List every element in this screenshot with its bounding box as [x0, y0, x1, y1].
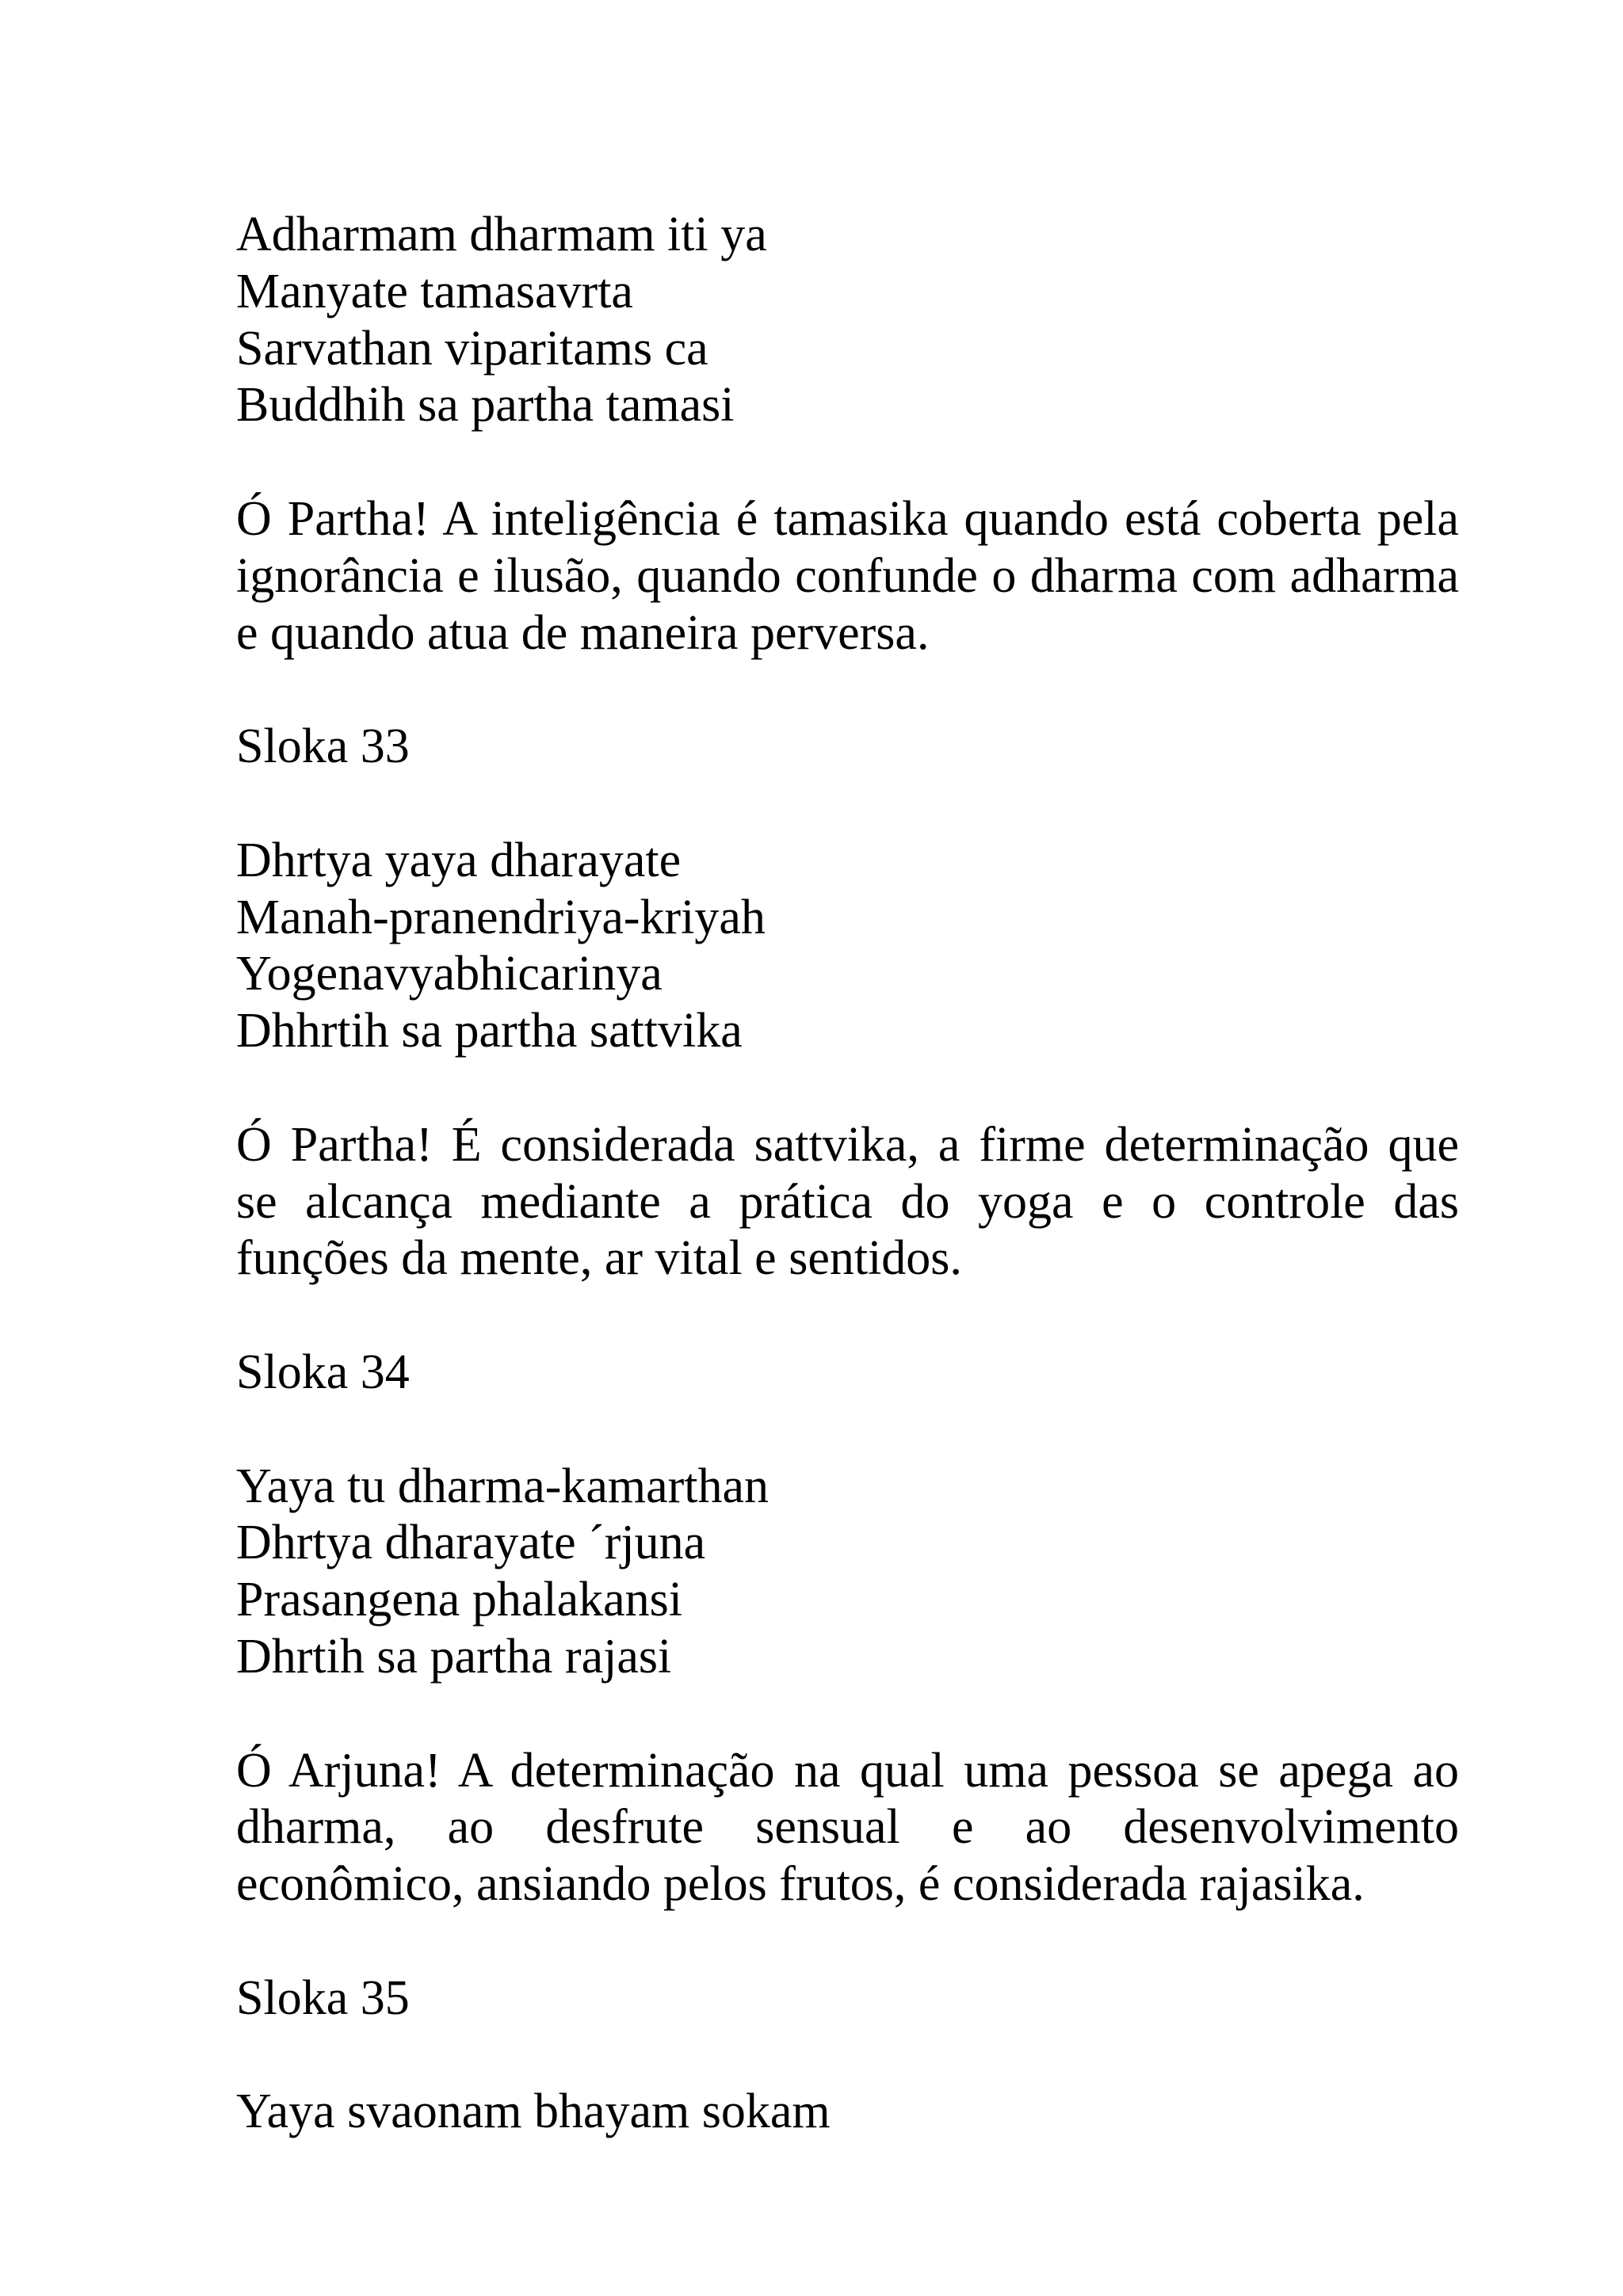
translation-line: econômico, ansiando pelos frutos, é considerada rajasika.: [236, 1857, 1365, 1912]
translation-paragraph: [236, 1117, 1459, 1287]
document-page: [236, 207, 1459, 2198]
verse-block: [236, 2084, 1459, 2141]
verse-line: Buddhih sa partha tamasi: [236, 378, 735, 433]
translation-line: Ó Arjuna! A determinação na qual uma pessoa se apega ao: [236, 1743, 1459, 1798]
sloka-section: [236, 207, 1459, 662]
verse-line: Yogenavyabhicarinya: [236, 947, 663, 1001]
sloka-heading: Sloka 34: [236, 1344, 410, 1399]
sloka-heading: Sloka 35: [236, 1970, 410, 2025]
translation-line: Ó Partha! A inteligência é tamasika quando está coberta pela: [236, 491, 1459, 546]
sloka-heading: Sloka 33: [236, 719, 410, 774]
sloka-section: [236, 1344, 1459, 1913]
verse-line: Manah-pranendriya-kriyah: [236, 890, 766, 944]
verse-line: Manyate tamasavrta: [236, 264, 633, 318]
verse-line: Dhhrtih sa partha sattvika: [236, 1004, 743, 1058]
verse-block: [236, 207, 1459, 434]
translation-paragraph: [236, 491, 1459, 662]
verse-line: Sarvathan viparitams ca: [236, 321, 708, 376]
translation-line: e quando atua de maneira perversa.: [236, 605, 930, 660]
translation-line: funções da mente, ar vital e sentidos.: [236, 1231, 962, 1286]
sloka-section: [236, 1970, 1459, 2141]
sloka-section: [236, 719, 1459, 1287]
translation-line: se alcança mediante a prática do yoga e o controle das: [236, 1174, 1459, 1229]
translation-paragraph: [236, 1743, 1459, 1913]
translation-line: dharma, ao desfrute sensual e ao desenvolvimento: [236, 1800, 1459, 1855]
verse-line: Adharmam dharmam iti ya: [236, 208, 767, 261]
verse-line: Dhrtya yaya dharayate: [236, 833, 682, 887]
verse-line: Yaya svaonam bhayam sokam: [236, 2084, 831, 2139]
verse-line: Yaya tu dharma-kamarthan: [236, 1459, 769, 1513]
verse-block: [236, 833, 1459, 1060]
translation-line: ignorância e ilusão, quando confunde o dharma com adharma: [236, 548, 1459, 603]
verse-block: [236, 1459, 1459, 1686]
verse-line: Dhrtya dharayate ´rjuna: [236, 1516, 706, 1570]
translation-line: Ó Partha! É considerada sattvika, a firme determinação que: [236, 1117, 1459, 1172]
verse-line: Dhrtih sa partha rajasi: [236, 1629, 672, 1684]
verse-line: Prasangena phalakansi: [236, 1573, 682, 1627]
